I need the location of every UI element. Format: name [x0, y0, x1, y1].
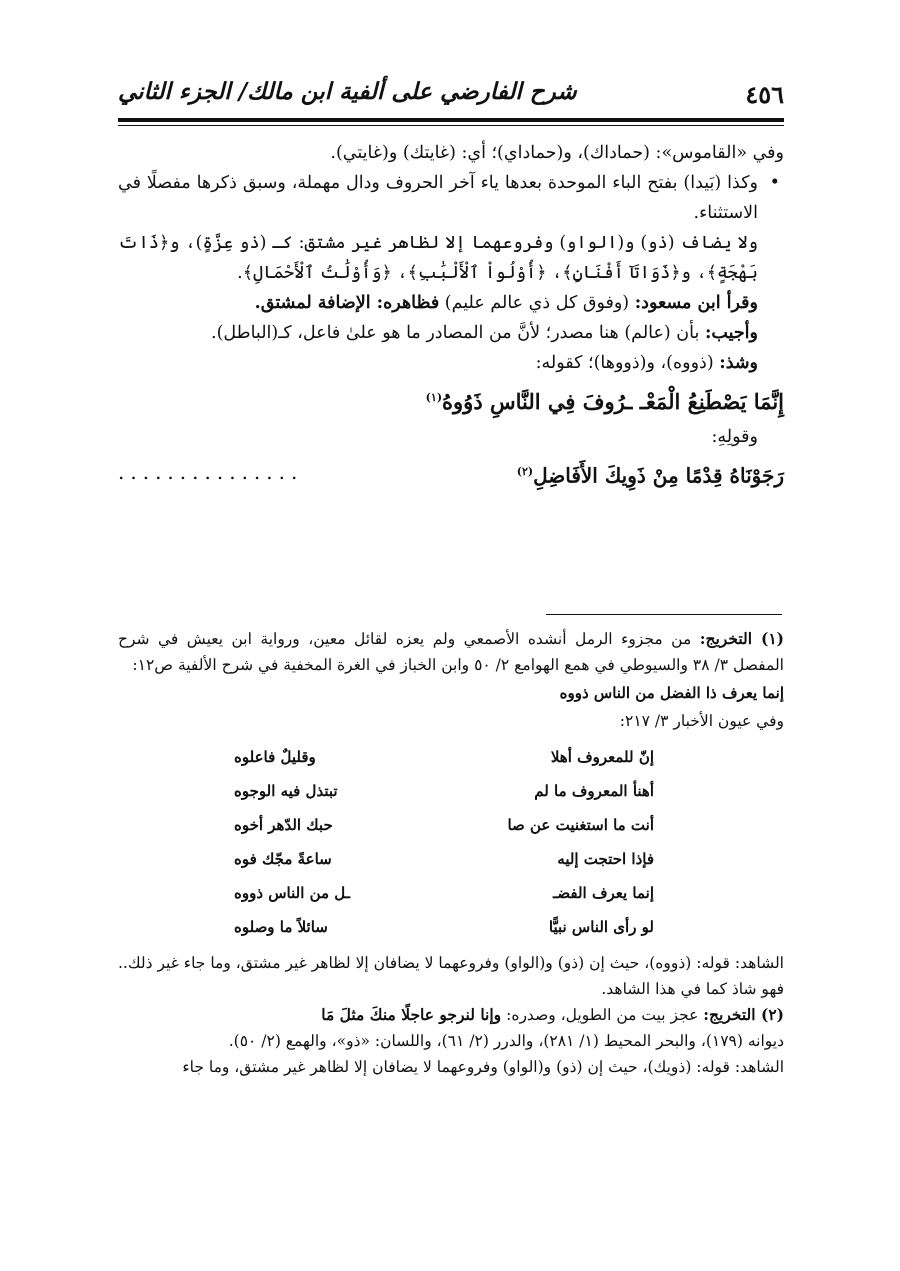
- answer-label: وأجيب:: [704, 323, 758, 343]
- main-text: [118, 138, 784, 496]
- poem-hemistich-left: تبتذل فيه الوجوه: [234, 782, 338, 800]
- footnote-poem: [234, 740, 654, 944]
- footnotes: [118, 626, 784, 1080]
- shadh-text: (ذووه)، و(ذووها)؛ كقوله:: [535, 353, 720, 373]
- bullet-text: وكذا (بَيدا) بفتح الباء الموحدة بعدها ياء آخر الحروف ودال مهملة، وسبق ذكرها مفصلًا في الاستثناء.: [118, 173, 758, 223]
- poem-hemistich-left: وقليلٌ فاعلوه: [234, 748, 316, 766]
- running-title: شرح الفارضي على ألفية ابن مالك/ الجزء الثاني: [118, 78, 577, 105]
- paragraph-answer: [118, 318, 784, 348]
- bullet-paragraph-bayda: [118, 168, 784, 228]
- poem-line: [234, 876, 654, 910]
- footnote-separator: [546, 614, 782, 615]
- footnote-1-text: من مجزوء الرمل أنشده الأصمعي ولم يعزه لقائل معين، ورواية ابن يعيش في شرح المفصل ٣/ ٣٨ والسيوطي في همع الهوامع ٢/ ٥٠ وابن الخباز في الغرة المخفية في شرح الألفية ص١٢:: [118, 630, 784, 674]
- verse-two-hemistich: [517, 452, 784, 496]
- verse-two-text: رَجَوْنَاهُ قِدْمًا مِنْ ذَوِيكَ الأَفَاضِلِ: [533, 463, 784, 488]
- footnote-1-source2: وفي عيون الأخبار ٣/ ٢١٧:: [619, 712, 784, 730]
- header-rule-thick: [118, 118, 784, 122]
- footnote-ref-2[interactable]: (٢): [516, 465, 534, 478]
- poem-hemistich-right: أهنأ المعروف ما لم: [534, 782, 654, 800]
- poem-line: [234, 808, 654, 842]
- bullet-dot: •: [769, 173, 780, 193]
- poem-line: [234, 774, 654, 808]
- footnote-1: [118, 626, 784, 678]
- poem-line: [234, 910, 654, 944]
- footnote-2-hemistich: وإنا لنرجو عاجلًا منكَ مثلَ مَا: [321, 1005, 502, 1024]
- poem-hemistich-right: فإذا احتجت إليه: [557, 850, 654, 868]
- ibn-masud-conclusion: فظاهره: الإضافة لمشتق.: [254, 293, 440, 313]
- poem-hemistich-left: سائلاً ما وصلوه: [234, 918, 328, 936]
- poem-hemistich-right: أنت ما استغنيت عن صا: [507, 816, 654, 834]
- footnote-2: [118, 1002, 784, 1028]
- footnote-2-label: (٢) التخريج:: [703, 1005, 784, 1024]
- poem-hemistich-left: ـل من الناس ذووه: [234, 884, 351, 902]
- ibn-masud-label: وقرأ ابن مسعود:: [634, 293, 758, 313]
- poem-hemistich-right: لو رأى الناس نبيًّا: [548, 918, 654, 936]
- answer-text: بأن (عالم) هنا مصدر؛ لأنَّ من المصادر ما هو علىٰ فاعل، كـ(الباطل).: [211, 323, 705, 343]
- footnote-2-sources: ديوانه (١٧٩)، والبحر المحيط (١/ ٢٨١)، والدرر (٢/ ٦١)، واللسان: «ذو»، والهمع (٢/ ٥٠).: [228, 1032, 784, 1050]
- footnote-2-text: عجز بيت من الطويل، وصدره:: [501, 1006, 704, 1024]
- paragraph-ibn-masud: [118, 288, 784, 318]
- ibn-masud-reading: (وفوق كل ذي عالم عليم): [439, 293, 635, 313]
- verse-two: [118, 452, 784, 496]
- footnote-1-shahid: الشاهد: قوله: (ذووه)، حيث إن (ذو) و(الواو) وفروعهما لا يضافان إلا لظاهر غير مشتق، وما جاء غير ذلك.. فهو شاذ كما في هذا الشاهد.: [118, 954, 784, 998]
- footnote-2-shahid: الشاهد: قوله: (ذويك)، حيث إن (ذو) و(الواو) وفروعهما لا يضافان إلا لظاهر غير مشتق، وما جاء: [182, 1058, 784, 1076]
- header-rule-thin: [118, 125, 784, 126]
- footnote-1-verse: إنما يعرف ذا الفضل من الناس ذووه: [559, 684, 784, 702]
- poem-hemistich-right: إنما يعرف الفضـ: [553, 884, 654, 902]
- paragraph-qamus: وفي «القاموس»: (حماداك)، و(حماداي)؛ أي: (غايتك) و(غايتي).: [330, 143, 784, 163]
- page-header: [118, 78, 784, 114]
- poem-hemistich-left: ساعةً مجّك فوه: [234, 850, 332, 868]
- paragraph-shadh: [118, 348, 784, 378]
- shadh-label: وشذ:: [719, 353, 758, 373]
- footnote-ref-1[interactable]: (١): [425, 391, 443, 404]
- poem-line: [234, 842, 654, 876]
- poem-hemistich-right: إنّ للمعروف أهلا: [550, 748, 654, 766]
- page-number: ٤٥٦: [745, 80, 784, 109]
- verse-one: [118, 378, 784, 422]
- verse-one-text: إِنَّمَا يَصْطَنِعُ الْمَعْـ ـرُوفَ فِي النَّاسِ ذَوُوهُ: [442, 389, 784, 414]
- verse-two-ellipsis: ...............: [118, 460, 304, 484]
- paragraph-dhu-rule: ولا يضاف (ذو) و(الواو) وفروعهما إلا لظاهر غير مشتق: كـ (ذو عِزَّةٍ)، و﴿ذَاتَ بَهْجَةٍ﴾، و﴿ذَوَاتَآ أَفْنَانٍ﴾، ﴿أُوْلُواْ ٱلْأَلْبَٰبِ﴾، ﴿وَأُوْلَٰتُ ٱلْأَحْمَالِ﴾.: [118, 233, 758, 283]
- paragraph-waqawlihi: وقولِهِ:: [711, 427, 758, 447]
- footnote-1-label: (١) التخريج:: [699, 629, 784, 648]
- poem-hemistich-left: حبك الدّهر أخوه: [234, 816, 333, 834]
- poem-line: [234, 740, 654, 774]
